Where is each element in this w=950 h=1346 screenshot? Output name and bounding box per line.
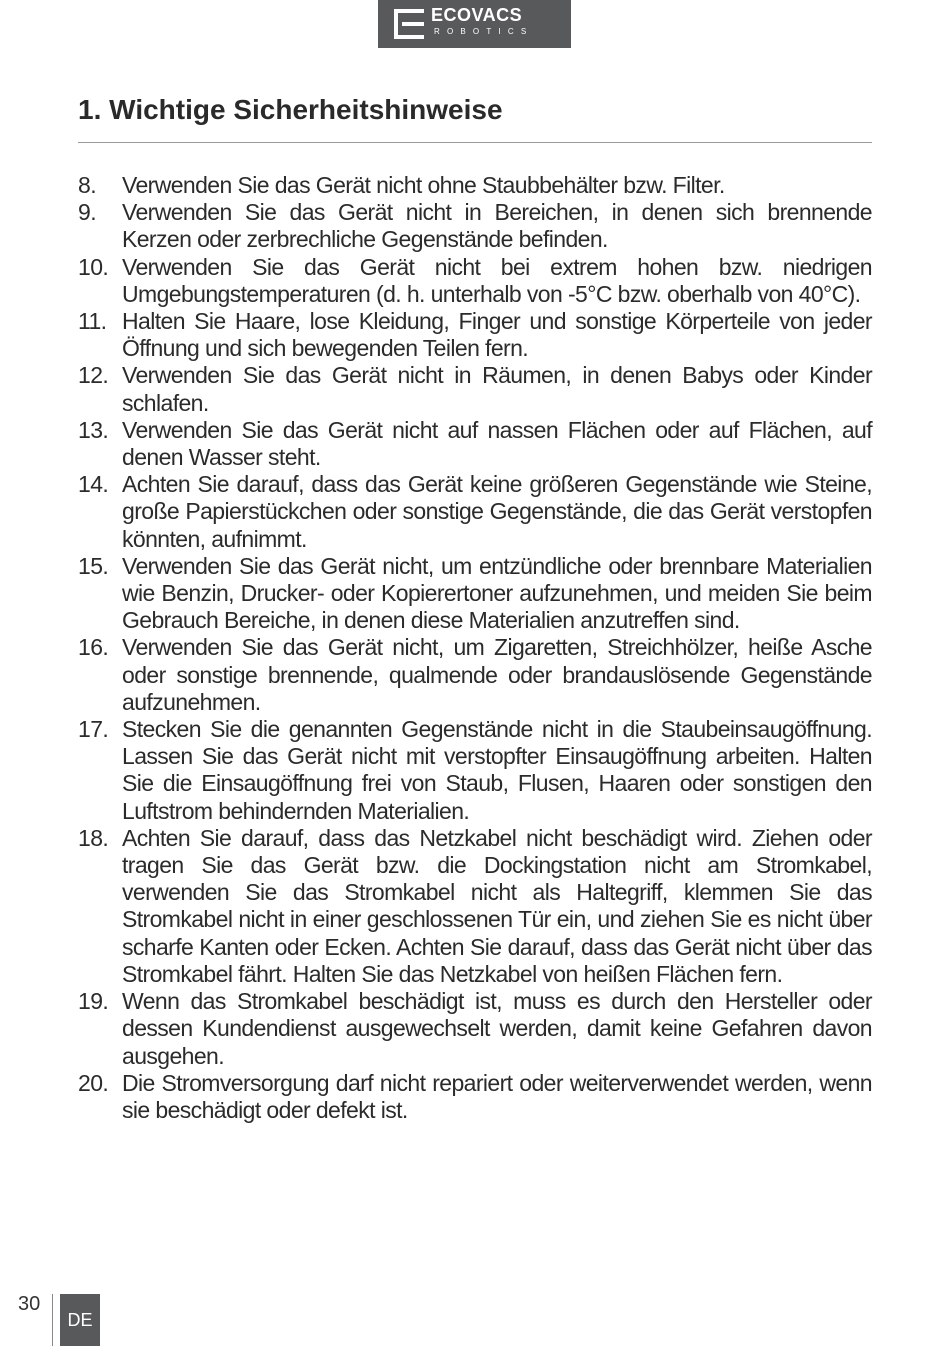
item-number: 12. bbox=[78, 362, 109, 389]
item-text: Verwenden Sie das Gerät nicht bei extrem hohen bzw. niedrigen Umgebungstemperaturen (d. h. unterhalb von -5°C bzw. oberhalb von 40°C). bbox=[122, 253, 872, 307]
item-number: 8. bbox=[78, 172, 96, 198]
list-item bbox=[78, 825, 872, 988]
item-text: Die Stromversorgung darf nicht repariert oder weiterverwendet werden, wenn sie beschädigt oder defekt ist. bbox=[122, 1069, 872, 1123]
list-item bbox=[78, 417, 872, 471]
item-text: Halten Sie Haare, lose Kleidung, Finger und sonstige Körperteile von jeder Öffnung und sich bewegenden Teilen fern. bbox=[122, 308, 872, 362]
list-item bbox=[78, 553, 872, 635]
title-divider bbox=[78, 142, 872, 143]
item-number: 10. bbox=[78, 253, 109, 280]
item-number: 13. bbox=[78, 416, 109, 443]
item-text: Stecken Sie die genannten Gegenstände nicht in die Staubeinsaugöffnung. Lassen Sie das Gerät nicht mit verstopfter Einsaugöffnung arbeiten. Halten Sie die Einsaugöffnung frei von Staub, Flusen, Haaren oder sonstigen den Luftstrom behindernden Materialien. bbox=[122, 716, 872, 824]
logo-subtitle: ROBOTICS bbox=[434, 27, 534, 36]
item-number: 9. bbox=[78, 199, 96, 226]
item-number: 20. bbox=[78, 1069, 109, 1096]
footer-divider bbox=[52, 1294, 53, 1346]
item-number: 14. bbox=[78, 471, 109, 498]
list-item bbox=[78, 308, 872, 362]
item-text: Achten Sie darauf, dass das Gerät keine größeren Gegenstände wie Steine, große Papierstückchen oder sonstige Gegenstände, die das Gerät verstopfen könnten, aufnimmt. bbox=[122, 471, 872, 552]
item-text: Verwenden Sie das Gerät nicht in Räumen, in denen Babys oder Kinder schlafen. bbox=[122, 362, 872, 416]
list-item bbox=[78, 199, 872, 253]
list-item bbox=[78, 716, 872, 825]
item-number: 18. bbox=[78, 824, 109, 851]
list-item bbox=[78, 471, 872, 553]
list-item bbox=[78, 988, 872, 1070]
language-badge: DE bbox=[60, 1294, 100, 1346]
item-number: 19. bbox=[78, 988, 109, 1015]
item-text: Achten Sie darauf, dass das Netzkabel nicht beschädigt wird. Ziehen oder tragen Sie das Gerät bzw. die Dockingstation nicht am Stromkabel, verwenden Sie das Stromkabel nicht als Haltegriff, klemmen Sie das Stromkabel nicht in einer geschlossenen Tür ein, und ziehen Sie es nicht über scharfe Kanten oder Ecken. Achten Sie darauf, dass das Gerät nicht über das Stromkabel fährt. Halten Sie das Netzkabel von heißen Flächen fern. bbox=[122, 824, 872, 987]
logo-wordmark: ECOVACS bbox=[431, 5, 523, 25]
list-item bbox=[78, 254, 872, 308]
page-number: 30 bbox=[18, 1293, 41, 1315]
item-number: 16. bbox=[78, 634, 109, 661]
item-number: 15. bbox=[78, 552, 109, 579]
item-text: Verwenden Sie das Gerät nicht, um entzündliche oder brennbare Materialien wie Benzin, Drucker- oder Kopierertoner aufzunehmen, und meiden Sie beim Gebrauch Bereiche, in denen diese Materialien anzutreffen sind. bbox=[122, 552, 872, 634]
list-item bbox=[78, 1070, 872, 1124]
list-item bbox=[78, 634, 872, 716]
section-title: 1. Wichtige Sicherheitshinweise bbox=[78, 94, 503, 125]
item-text: Verwenden Sie das Gerät nicht auf nassen Flächen oder auf Flächen, auf denen Wasser steht. bbox=[122, 416, 872, 471]
list-item bbox=[78, 172, 872, 199]
list-item bbox=[78, 362, 872, 416]
item-text: Verwenden Sie das Gerät nicht, um Zigaretten, Streichhölzer, heiße Asche oder sonstige brennende, qualmende oder brandauslösende Gegenstände aufzunehmen. bbox=[122, 634, 872, 715]
item-text: Verwenden Sie das Gerät nicht in Bereichen, in denen sich brennende Kerzen oder zerbrechliche Gegenstände befinden. bbox=[122, 199, 872, 253]
item-number: 11. bbox=[78, 308, 107, 335]
brand-logo bbox=[378, 0, 571, 48]
item-text: Wenn das Stromkabel beschädigt ist, muss es durch den Hersteller oder dessen Kundendienst ausgewechselt werden, damit keine Gefahren davon ausgehen. bbox=[122, 988, 872, 1069]
item-number: 17. bbox=[78, 716, 109, 743]
ecovacs-logo-icon bbox=[392, 6, 426, 42]
safety-list bbox=[78, 172, 872, 1124]
item-text: Verwenden Sie das Gerät nicht ohne Staubbehälter bzw. Filter. bbox=[122, 172, 725, 198]
